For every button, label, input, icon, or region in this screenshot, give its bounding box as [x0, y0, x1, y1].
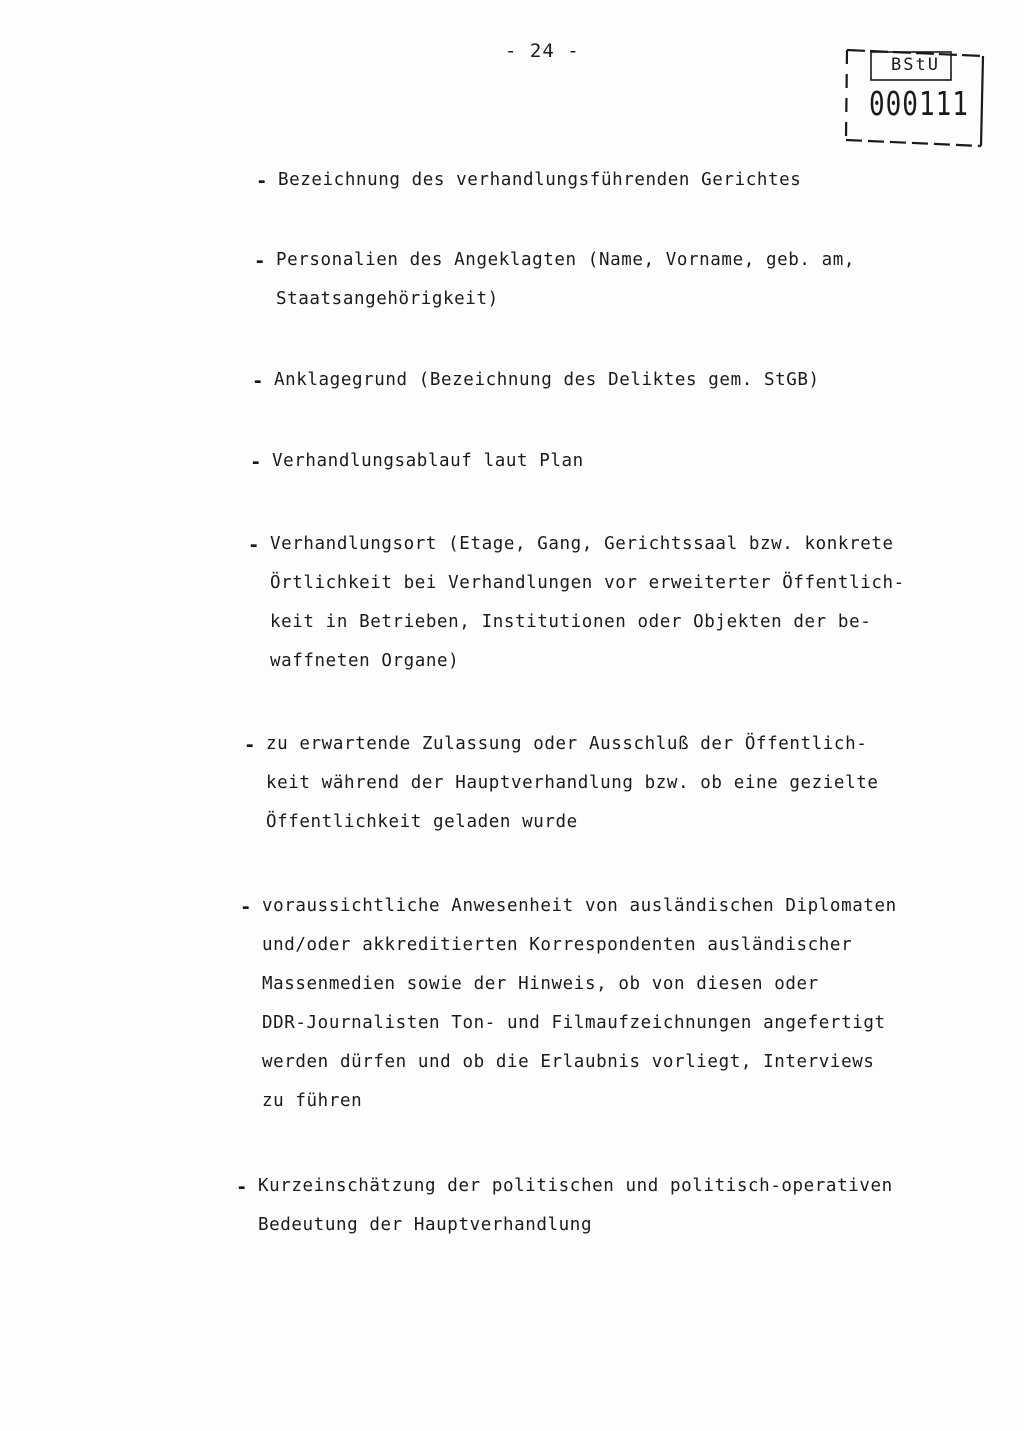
list-item-text: Verhandlungsort (Etage, Gang, Gerichtssaal bzw. konkrete Örtlichkeit bei Verhandlungen vor erweiterter Öffentlich- keit in Betrieben, Institutionen oder Objekten der be- waffneten Organe) [270, 534, 905, 671]
bullet-dash: - [236, 1176, 248, 1198]
list-item-text: Bezeichnung des verhandlungsführenden Gerichtes [278, 170, 802, 190]
bullet-dash: - [254, 250, 266, 272]
list-item [254, 250, 1014, 319]
bullet-dash: - [244, 734, 256, 756]
list-item [236, 1176, 996, 1245]
bullet-dash: - [252, 370, 264, 392]
list-item-text: voraussichtliche Anwesenheit von ausländischen Diplomaten und/oder akkreditierten Korrespondenten ausländischer Massenmedien sowie der Hinweis, ob von diesen oder DDR-Journalisten Ton- und Filmaufzeichnungen angefertigt werden dürfen und ob die Erlaubnis vorliegt, Interviews zu führen [262, 896, 897, 1111]
archive-stamp [843, 46, 985, 148]
list-item [240, 896, 1000, 1121]
list-item-text: Personalien des Angeklagten (Name, Vorname, geb. am, Staatsangehörigkeit) [276, 250, 856, 309]
page-number: - 24 - [505, 40, 580, 62]
bullet-dash: - [240, 896, 252, 918]
list-item [250, 451, 1010, 481]
list-item-text: Kurzeinschätzung der politischen und politisch-operativen Bedeutung der Hauptverhandlung [258, 1176, 893, 1235]
stamp-number: 000111 [869, 86, 969, 124]
list-item-text: zu erwartende Zulassung oder Ausschluß der Öffentlich- keit während der Hauptverhandlung bzw. ob eine gezielte Öffentlichkeit geladen wurde [266, 734, 879, 832]
list-item-text: Anklagegrund (Bezeichnung des Deliktes gem. StGB) [274, 370, 820, 390]
stamp-label: BStU [891, 55, 940, 75]
list-item [248, 534, 1008, 681]
bullet-dash: - [248, 534, 260, 556]
bullet-dash: - [256, 170, 268, 192]
list-item-text: Verhandlungsablauf laut Plan [272, 451, 584, 471]
list-item [252, 370, 1012, 400]
list-item [256, 170, 1016, 200]
list-item [244, 734, 1004, 842]
bullet-dash: - [250, 451, 262, 473]
